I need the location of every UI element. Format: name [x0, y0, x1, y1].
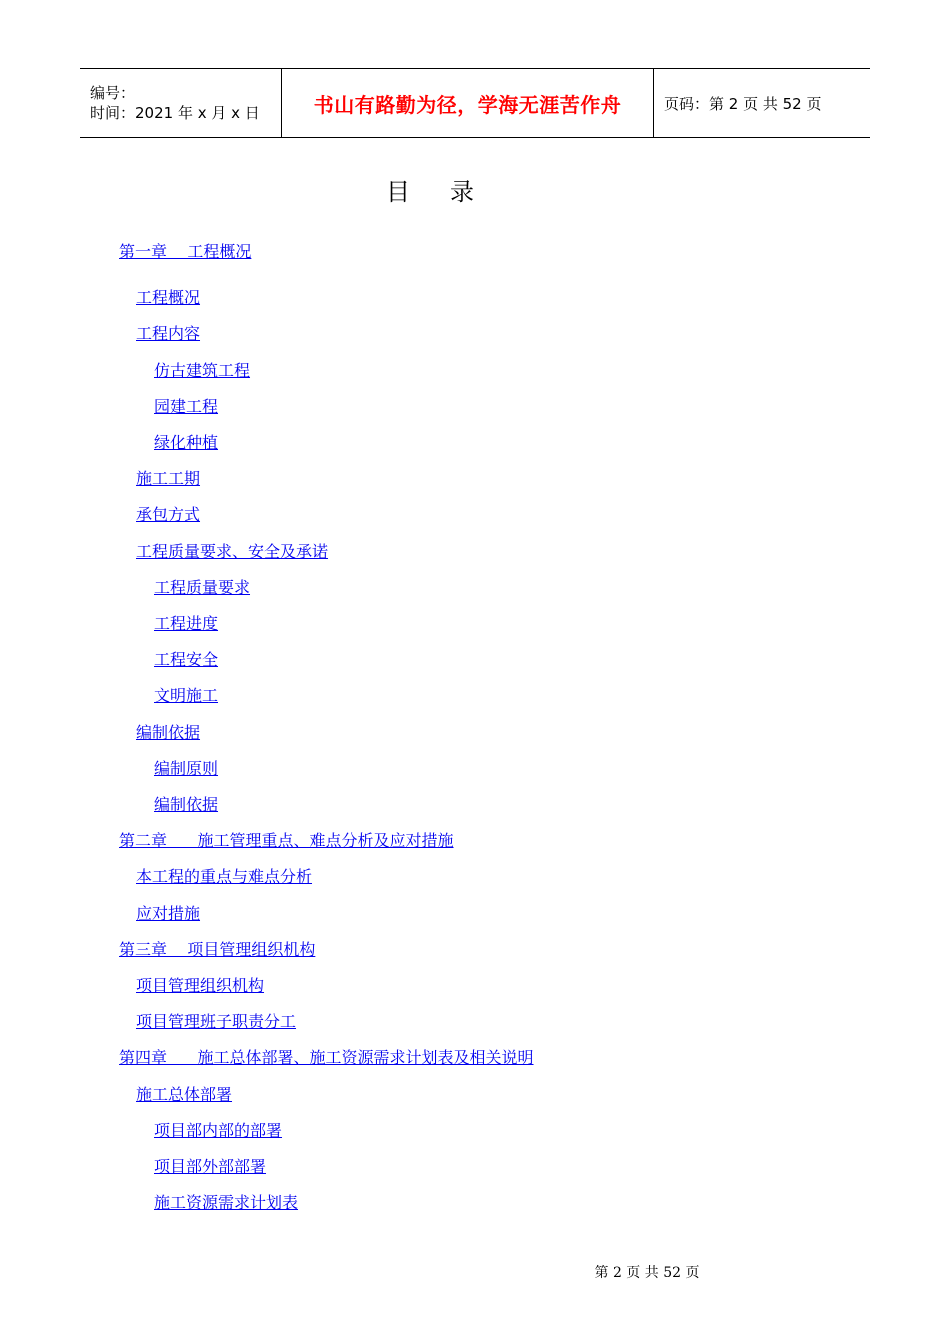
- toc-entry-link[interactable]: 编制依据: [154, 795, 219, 814]
- toc-entry-link[interactable]: 项目管理班子职责分工: [136, 1012, 297, 1032]
- toc-entry-link[interactable]: 施工资源需求计划表: [154, 1193, 299, 1213]
- toc-title: 目录: [386, 178, 514, 206]
- header-motto-cell: [281, 69, 654, 137]
- document-number-label: 编号：: [90, 84, 136, 102]
- toc-entry-link[interactable]: 承包方式: [136, 505, 201, 525]
- document-date: 时间：2021 年 x 月 x 日: [90, 104, 260, 122]
- toc-entry-link[interactable]: 施工总体部署: [136, 1084, 233, 1104]
- toc-entry-link[interactable]: 第二章 施工管理重点、难点分析及应对措施: [119, 831, 454, 851]
- toc-entry-link[interactable]: 工程质量要求、安全及承诺: [136, 541, 329, 561]
- toc-entry-link[interactable]: 工程概况: [136, 288, 201, 308]
- toc-entry-link[interactable]: 项目管理组织机构: [136, 976, 265, 995]
- toc-entry-link[interactable]: 第三章 项目管理组织机构: [119, 939, 316, 959]
- toc-entry-link[interactable]: 仿古建筑工程: [154, 360, 251, 380]
- toc-entry-link[interactable]: 编制原则: [154, 758, 219, 778]
- header-motto: 书山有路勤为径，学海无涯苦作舟: [313, 92, 622, 117]
- toc-entry-link[interactable]: 文明施工: [154, 686, 219, 706]
- toc-entry-link[interactable]: 应对措施: [136, 903, 201, 923]
- toc-entry-link[interactable]: 工程进度: [154, 614, 219, 633]
- toc-entry-link[interactable]: 项目部外部部署: [154, 1157, 267, 1176]
- toc-entry-link[interactable]: 工程安全: [154, 650, 219, 670]
- toc-entry-link[interactable]: 本工程的重点与难点分析: [136, 867, 313, 887]
- toc-entry-link[interactable]: 园建工程: [154, 396, 219, 416]
- page-footer: 第 2 页 共 52 页: [594, 1265, 700, 1281]
- header-page-info-cell: [654, 69, 870, 137]
- toc-entry-link[interactable]: 工程质量要求: [154, 577, 251, 597]
- toc-entry-link[interactable]: 施工工期: [136, 469, 201, 489]
- toc-entry-link[interactable]: 项目部内部的部署: [154, 1120, 283, 1140]
- toc-entry-link[interactable]: 工程内容: [136, 324, 201, 344]
- header-page-info: 页码：第 2 页 共 52 页: [664, 94, 822, 113]
- page-header: [80, 68, 870, 138]
- toc-entry-link[interactable]: 第一章 工程概况: [119, 242, 252, 261]
- header-meta: [80, 69, 281, 137]
- toc-entry-link[interactable]: 绿化种植: [154, 433, 219, 452]
- toc-entry-link[interactable]: 第四章 施工总体部署、施工资源需求计划表及相关说明: [119, 1048, 534, 1068]
- toc-entry-link[interactable]: 编制依据: [136, 722, 201, 742]
